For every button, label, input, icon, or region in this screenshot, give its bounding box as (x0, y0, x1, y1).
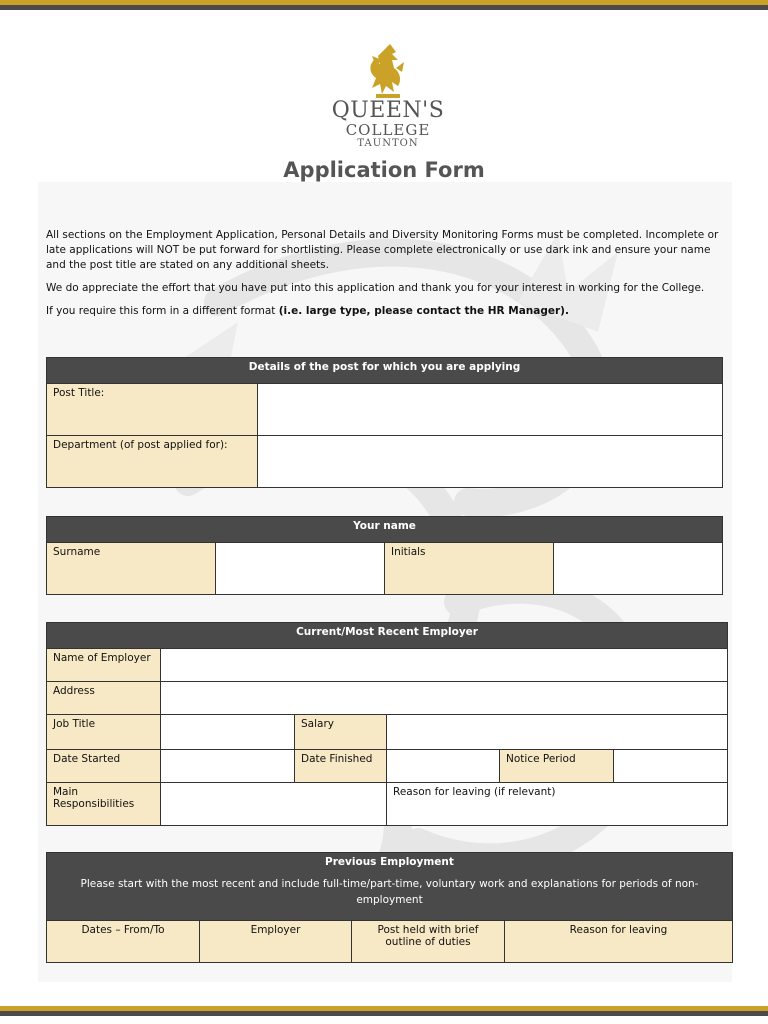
initials-label: Initials (385, 543, 554, 595)
your-name-header: Your name (47, 517, 723, 543)
post-title-label: Post Title: (47, 384, 258, 436)
logo-line-queens: QUEEN'S (331, 98, 445, 123)
initials-field[interactable] (554, 543, 723, 595)
department-label: Department (of post applied for): (47, 436, 258, 488)
notice-period-field[interactable] (614, 750, 728, 783)
logo-line-taunton: TAUNTON (357, 138, 419, 149)
column-reason-leaving: Reason for leaving (505, 921, 733, 963)
reason-leaving-cell[interactable] (387, 783, 728, 826)
job-title-label: Job Title (47, 715, 161, 750)
salary-label: Salary (295, 715, 387, 750)
salary-field[interactable] (387, 715, 728, 750)
top-border-band (0, 0, 768, 10)
post-title-field[interactable] (258, 384, 723, 436)
surname-field[interactable] (216, 543, 385, 595)
job-title-field[interactable] (161, 715, 295, 750)
intro-paragraph-1: All sections on the Employment Application, Personal Details and Diversity Monitoring Forms must be completed. Incomplete or late applications will NOT be put forward for shortlisting. Please complete electronically or use dark ink and ensure your name and the post title are stated on any additional sheets. (46, 229, 719, 271)
intro-paragraph-3 (46, 304, 726, 319)
logo-line-college: COLLEGE (345, 121, 431, 139)
post-details-header: Details of the post for which you are applying (47, 358, 723, 384)
previous-employment-table (46, 852, 733, 963)
date-started-field[interactable] (161, 750, 295, 783)
page-title: Application Form (283, 158, 485, 182)
your-name-table (46, 516, 723, 595)
date-finished-field[interactable] (387, 750, 500, 783)
date-finished-label: Date Finished (295, 750, 387, 783)
notice-period-label: Notice Period (500, 750, 614, 783)
college-logo (328, 42, 448, 149)
current-employer-table (46, 622, 728, 826)
address-field[interactable] (161, 682, 728, 715)
intro-paragraph-2: We do appreciate the effort that you have put into this application and thank you for your interest in working for the College. (46, 282, 705, 294)
column-employer: Employer (200, 921, 352, 963)
employer-name-label: Name of Employer (47, 649, 161, 682)
reason-leaving-label: Reason for leaving (if relevant) (393, 786, 556, 798)
bottom-border-band (0, 1006, 768, 1016)
surname-label: Surname (47, 543, 216, 595)
post-details-table (46, 357, 723, 488)
department-field[interactable] (258, 436, 723, 488)
intro-paragraph-3-bold: (i.e. large type, please contact the HR Manager). (278, 305, 569, 317)
previous-employment-header (47, 853, 733, 921)
intro-text (46, 228, 726, 327)
column-post-held: Post held with brief outline of duties (352, 921, 505, 963)
employer-name-field[interactable] (161, 649, 728, 682)
responsibilities-field[interactable] (161, 783, 387, 826)
dragon-crest-icon (368, 42, 408, 100)
intro-paragraph-3-text: If you require this form in a different format (46, 305, 279, 317)
responsibilities-label: Main Responsibilities (47, 783, 161, 826)
previous-employment-title: Previous Employment (325, 856, 454, 868)
date-started-label: Date Started (47, 750, 161, 783)
current-employer-header: Current/Most Recent Employer (47, 623, 728, 649)
address-label: Address (47, 682, 161, 715)
column-dates: Dates – From/To (47, 921, 200, 963)
previous-employment-instructions: Please start with the most recent and include full-time/part-time, voluntary work and explanations for periods of non-employment (80, 878, 699, 906)
